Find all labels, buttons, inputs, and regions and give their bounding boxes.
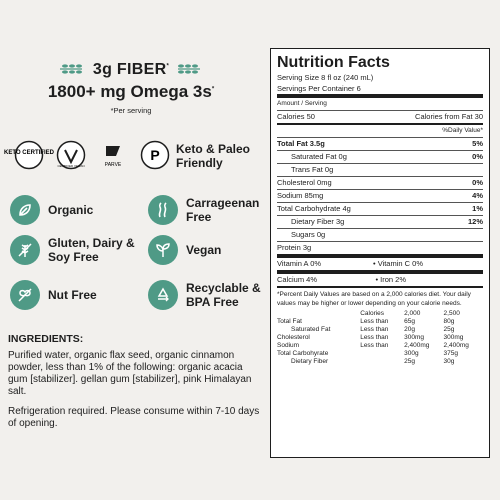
dv-table-cell <box>360 350 404 358</box>
keto-badge-text: KETO CERTIFIED <box>4 150 54 156</box>
dv-table-row <box>277 310 483 318</box>
ingredients-title: INGREDIENTS: <box>8 333 84 345</box>
dv-table-cell: Saturated Fat <box>291 326 331 333</box>
parve-badge-text: PARVE <box>104 162 122 168</box>
seaweed-icon <box>148 195 178 225</box>
nutrient-rows <box>277 138 483 258</box>
nutrient-name: Total Fat 3.5g <box>277 139 325 148</box>
nutrient-row <box>277 229 483 242</box>
dv-table-cell: 300mg <box>404 334 424 341</box>
calories-from-fat: Calories from Fat 30 <box>415 112 483 121</box>
dv-table-cell: 20g <box>404 326 415 333</box>
dv-table-row <box>277 334 483 342</box>
daily-value-header <box>277 125 483 138</box>
nutrient-dv: 5% <box>472 139 483 148</box>
vitamin-row-1 <box>277 258 483 274</box>
fiber-heading: 3g FIBER* <box>92 61 170 78</box>
dv-table-cell: 80g <box>443 318 455 325</box>
dv-table-row <box>277 358 483 366</box>
feature-recyclable <box>148 280 266 310</box>
nutrient-dv: 12% <box>467 217 483 226</box>
dv-table-cell: 300g <box>404 350 419 357</box>
dv-footnote: *Percent Daily Values are based on a 2,000 calories diet. Your daily values may be higher or lower depending on your calorie needs. <box>277 291 471 307</box>
vitamin-a: Vitamin A 0% <box>277 259 322 268</box>
ingredients-text: Purified water, organic flax seed, organic cinnamon powder, less than 1% of the following: organic acacia gum [stabilizer]. gellan gum [stabilizer], pink Himalayan salt. <box>8 350 252 397</box>
recycle-icon <box>148 280 178 310</box>
amount-per-serving <box>277 98 483 111</box>
per-serving-note: *Per serving <box>110 106 152 115</box>
peanut-icon <box>10 280 40 310</box>
dv-label: %Daily Value* <box>442 127 483 134</box>
calories-value: Calories 50 <box>277 112 315 121</box>
plant-icon <box>148 235 178 265</box>
vitamin-row-2 <box>277 274 483 288</box>
nutrition-facts-panel <box>270 48 490 458</box>
dv-table-cell: 2,000 <box>404 310 421 317</box>
nutrient-name: Protein 3g <box>277 243 312 252</box>
daily-value-table <box>277 310 483 366</box>
feature-allergen-free <box>10 235 138 265</box>
dv-table-cell: 300mg <box>443 334 464 341</box>
vegan-certified-icon <box>56 140 86 170</box>
feature-organic <box>10 195 93 225</box>
nutrient-name: Saturated Fat 0g <box>291 152 347 161</box>
keto-paleo-text: Keto & Paleo Friendly <box>176 142 251 170</box>
nutrient-row <box>277 138 483 151</box>
dv-table-cell: Less than <box>360 326 389 333</box>
dv-table-cell: Total Carbohyrate <box>277 350 329 357</box>
vegan-badge-text: CERTIFIED VEGAN <box>57 164 85 168</box>
dv-table-row <box>277 342 483 350</box>
nutrient-name: Sodium 85mg <box>277 191 324 200</box>
nutrient-name: Sugars 0g <box>291 230 326 239</box>
feature-vegan <box>148 235 221 265</box>
dv-table-cell: 2,400mg <box>443 342 469 349</box>
nutrient-row <box>277 190 483 203</box>
dv-table-cell: Dietary Fiber <box>291 358 329 365</box>
dv-table-cell: Sodium <box>277 342 300 349</box>
dv-table-cell: 30g <box>443 358 455 365</box>
dv-table-cell: 2,400mg <box>404 342 430 349</box>
dv-table-cell: Total Fat <box>277 318 302 325</box>
parve-icon <box>98 140 128 170</box>
feature-label: Vegan <box>186 243 222 257</box>
keto-certified-icon <box>4 140 54 170</box>
nutrient-name: Cholesterol 0mg <box>277 178 332 187</box>
omega-heading: 1800+ mg Omega 3s* <box>47 82 215 101</box>
paleo-badge-text: P <box>150 147 160 163</box>
nutrition-title: Nutrition Facts <box>277 54 390 71</box>
nutrient-name: Dietary Fiber 3g <box>291 217 345 226</box>
dv-table-row <box>277 318 483 326</box>
dv-table-cell: 25g <box>404 358 415 365</box>
feature-nut-free <box>10 280 97 310</box>
amount-label: Amount / Serving <box>277 100 327 107</box>
dv-table-cell <box>360 358 404 366</box>
nutrient-name: Trans Fat 0g <box>291 165 334 174</box>
feature-label: Recyclable & BPA Free <box>186 281 261 309</box>
dv-table-cell: 2,500 <box>443 310 460 317</box>
nutrient-dv: 1% <box>472 204 483 213</box>
dv-table-cell: Less than <box>360 334 389 341</box>
nutrient-name: Total Carbohydrate 4g <box>277 204 351 213</box>
leaf-icon <box>10 195 40 225</box>
feature-carrageenan-free <box>148 195 266 225</box>
serving-size: Serving Size 8 fl oz (240 mL) <box>277 73 374 82</box>
nutrient-row <box>277 177 483 190</box>
nutrient-dv: 4% <box>472 191 483 200</box>
iron: • Iron 2% <box>375 275 406 284</box>
vitamin-c: • Vitamin C 0% <box>372 259 423 268</box>
nutrient-dv: 0% <box>472 152 483 161</box>
feature-label: Nut Free <box>48 288 97 302</box>
feature-label: Organic <box>48 203 94 217</box>
dv-table-cell <box>277 310 360 318</box>
dv-table-row <box>277 326 483 334</box>
nutrient-row <box>277 151 483 164</box>
calcium: Calcium 4% <box>277 275 318 284</box>
refrigeration-note: Refrigeration required. Please consume within 7-10 days of opening. <box>8 406 260 429</box>
dv-table-row <box>277 350 483 358</box>
feature-label: Gluten, Dairy & Soy Free <box>48 236 135 264</box>
nutrient-row <box>277 242 483 258</box>
nutrient-row <box>277 203 483 216</box>
paleo-friendly-icon <box>140 140 170 170</box>
nutrient-row <box>277 216 483 229</box>
feature-label: Carrageenan Free <box>186 196 260 224</box>
dv-table-cell: 65g <box>404 318 415 325</box>
dv-table-cell: Less than <box>360 318 389 325</box>
wheat-icon <box>10 235 40 265</box>
calories-row <box>277 111 483 125</box>
dv-table-cell: 375g <box>443 350 459 357</box>
nutrient-dv: 0% <box>472 178 483 187</box>
nutrient-row <box>277 164 483 177</box>
dv-table-cell: Less than <box>360 342 389 349</box>
dv-table-cell: Calories <box>360 310 385 317</box>
dv-table-cell: 25g <box>443 326 455 333</box>
dv-table-cell: Cholesterol <box>277 334 310 341</box>
servings-per-container: Servings Per Container 6 <box>277 83 483 98</box>
